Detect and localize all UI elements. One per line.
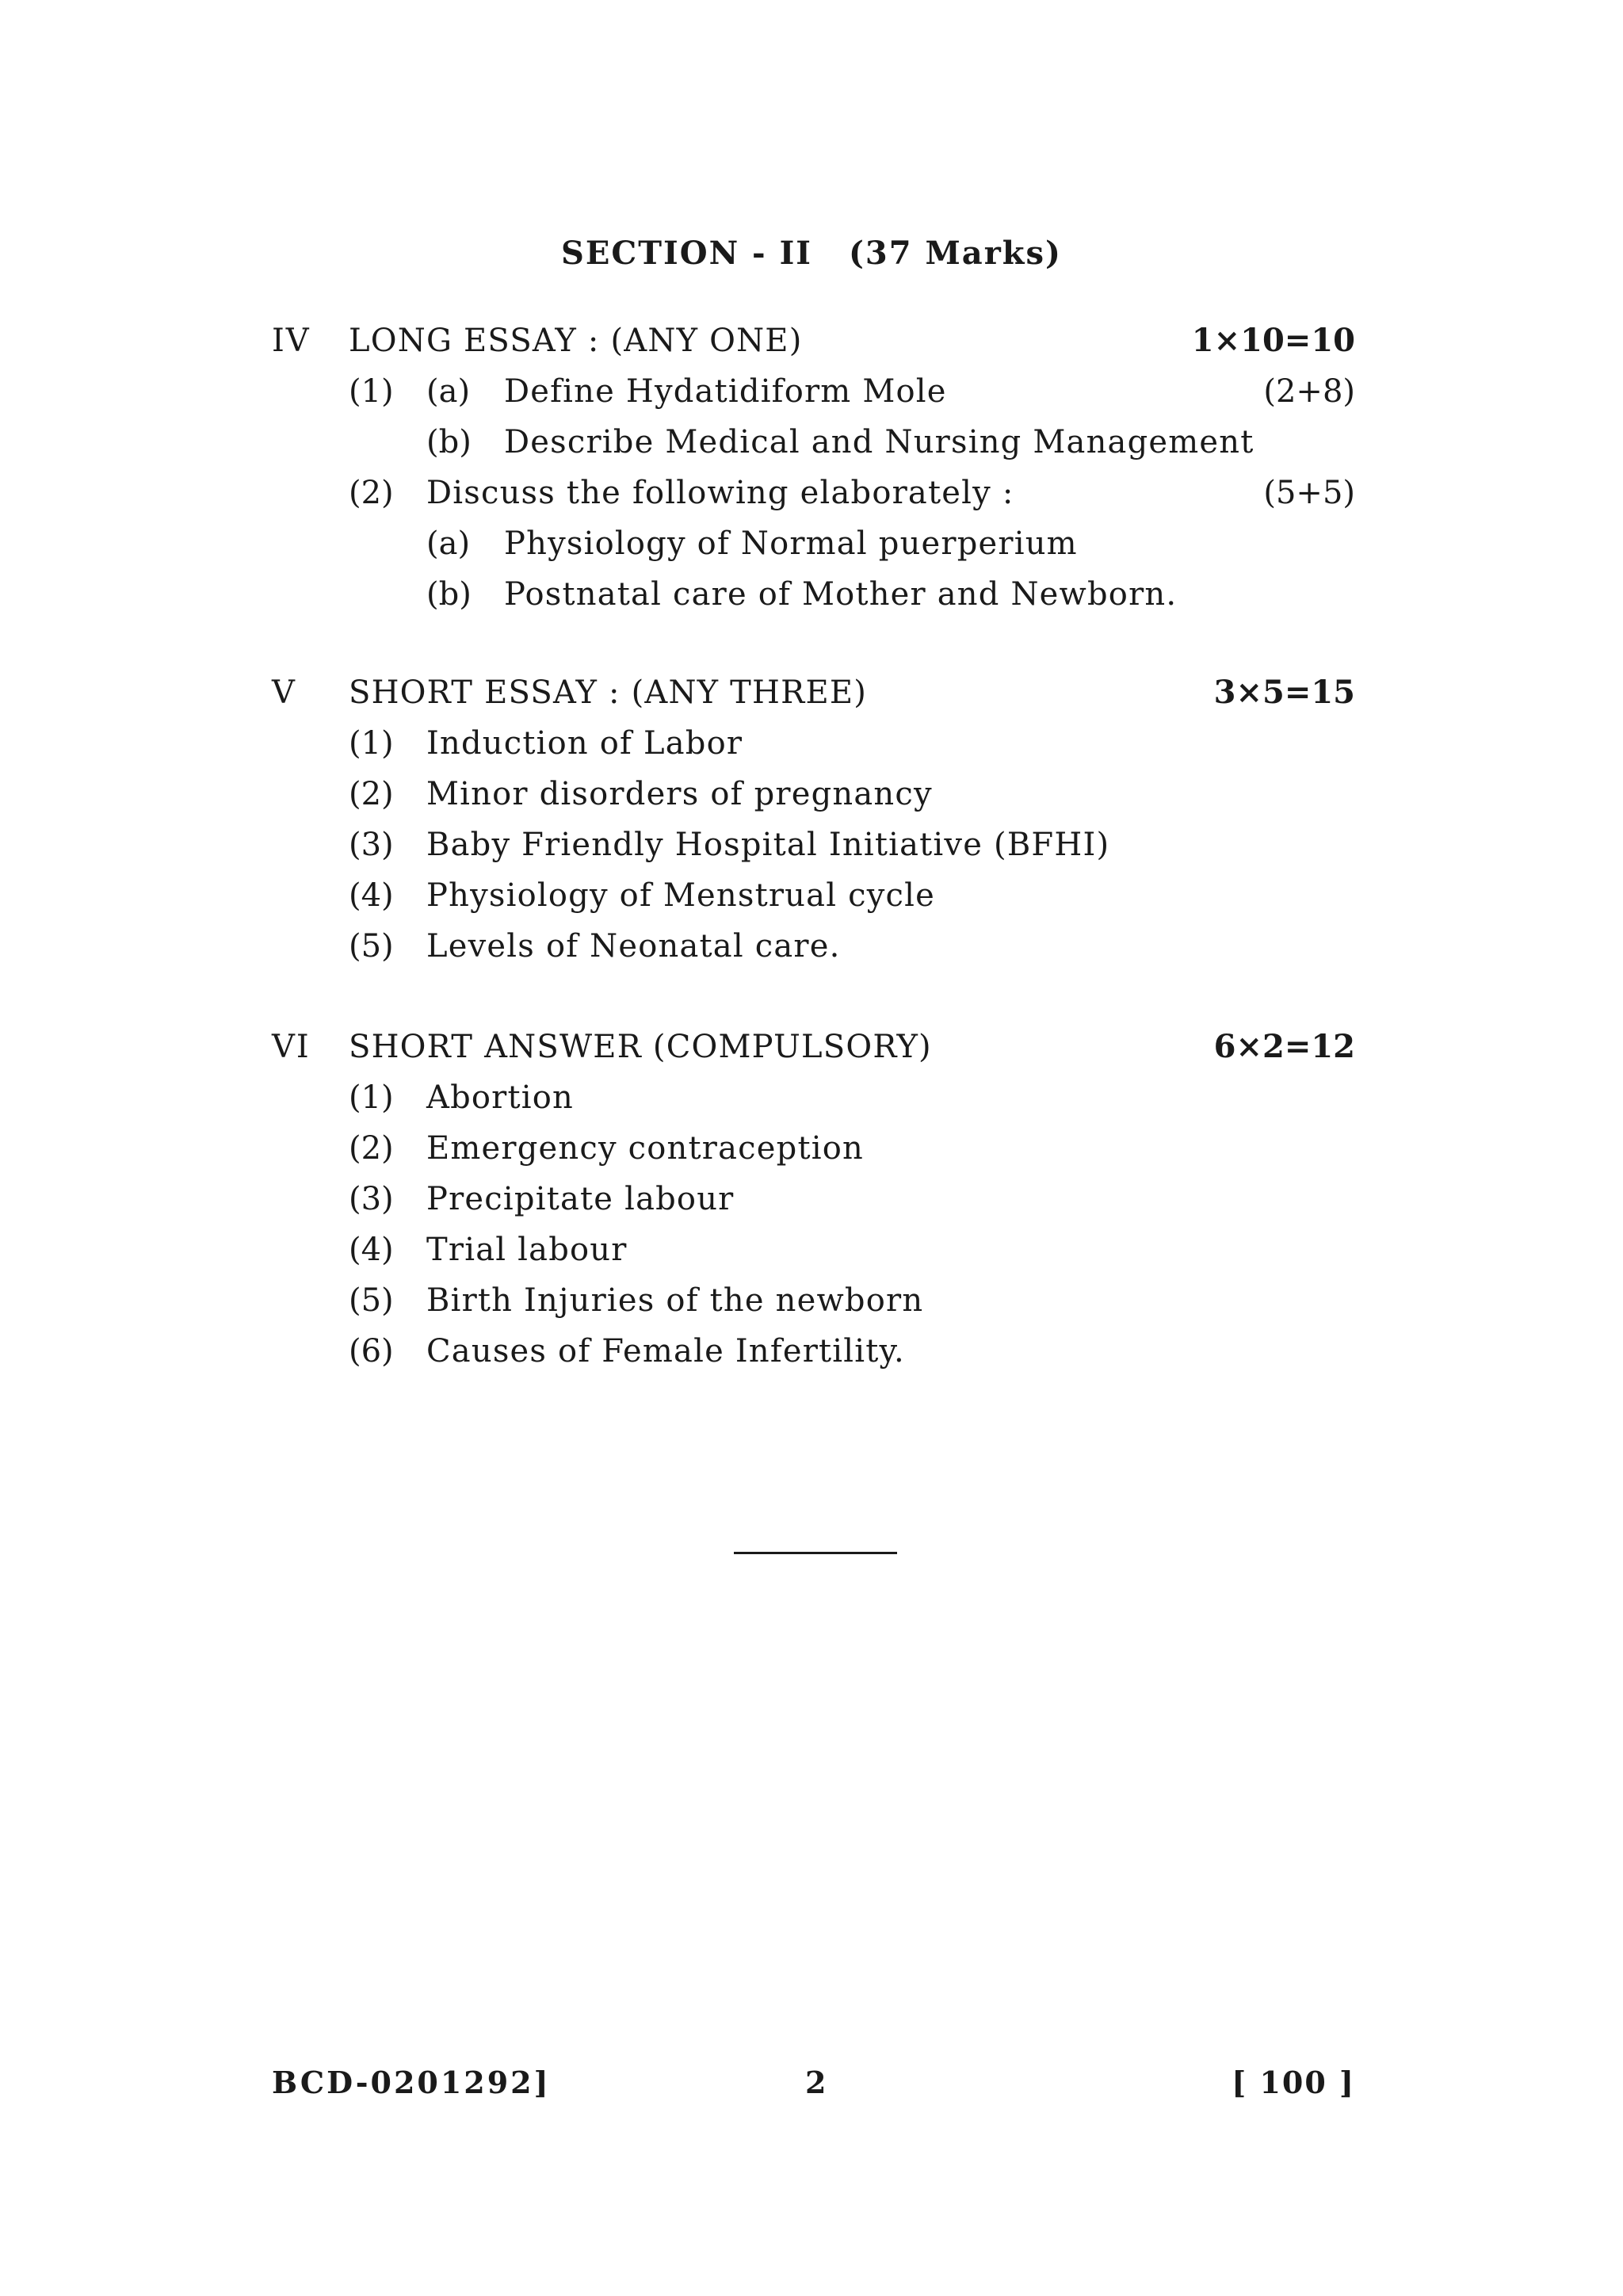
item-text: Describe Medical and Nursing Management (504, 424, 1254, 460)
item-marks-split: (5+5) (1263, 475, 1355, 511)
item-number: (2) (349, 475, 394, 511)
item-text: Induction of Labor (426, 725, 743, 762)
question-item (0, 721, 1623, 766)
question-item (0, 572, 1623, 617)
paper-code: BCD-0201292] (272, 2065, 551, 2100)
question-iv-header (0, 319, 1623, 363)
question-marks: 6×2=12 (1213, 1028, 1355, 1065)
item-number: (3) (349, 1181, 394, 1217)
question-item (0, 873, 1623, 918)
question-item (0, 772, 1623, 816)
item-number: (4) (349, 1232, 394, 1268)
item-text: Trial labour (426, 1232, 628, 1268)
question-item (0, 1126, 1623, 1171)
item-number: (5) (349, 1282, 394, 1319)
item-number: (1) (349, 1079, 394, 1116)
item-sub-label: (a) (426, 373, 471, 410)
item-sub-label: (a) (426, 525, 471, 562)
section-marks: (37 Marks) (849, 235, 1062, 272)
item-number: (5) (349, 928, 394, 965)
question-v-header (0, 670, 1623, 715)
question-number: V (272, 674, 296, 711)
item-number: (3) (349, 827, 394, 863)
item-number: (1) (349, 725, 394, 762)
item-text: Physiology of Normal puerperium (504, 525, 1078, 562)
end-divider (734, 1552, 897, 1554)
item-text: Postnatal care of Mother and Newborn. (504, 576, 1178, 613)
question-item (0, 1228, 1623, 1272)
question-heading: SHORT ESSAY : (ANY THREE) (349, 674, 868, 711)
item-number: (4) (349, 877, 394, 914)
question-number: IV (272, 323, 311, 359)
item-text: Birth Injuries of the newborn (426, 1282, 924, 1319)
section-title-label: SECTION - II (561, 235, 812, 272)
section-title (0, 235, 1623, 272)
print-count: [ 100 ] (1232, 2065, 1355, 2100)
item-text: Levels of Neonatal care. (426, 928, 841, 965)
question-number: VI (272, 1029, 311, 1065)
question-marks: 1×10=10 (1191, 322, 1355, 359)
item-number: (2) (349, 1130, 394, 1167)
question-item (0, 471, 1623, 515)
item-text: Physiology of Menstrual cycle (426, 877, 935, 914)
item-text: Minor disorders of pregnancy (426, 776, 933, 812)
page-footer (0, 2061, 1623, 2105)
question-item (0, 924, 1623, 968)
question-vi-header (0, 1025, 1623, 1069)
item-marks-split: (2+8) (1263, 373, 1355, 410)
question-item (0, 823, 1623, 867)
question-item (0, 420, 1623, 464)
question-item (0, 1278, 1623, 1323)
item-text: Define Hydatidiform Mole (504, 373, 947, 410)
question-marks: 3×5=15 (1213, 674, 1355, 711)
question-heading: SHORT ANSWER (COMPULSORY) (349, 1029, 932, 1065)
question-heading: LONG ESSAY : (ANY ONE) (349, 323, 803, 359)
question-item (0, 521, 1623, 566)
question-item (0, 1329, 1623, 1373)
item-text: Abortion (426, 1079, 575, 1116)
item-text: Discuss the following elaborately : (426, 475, 1014, 511)
item-text: Precipitate labour (426, 1181, 735, 1217)
item-number: (1) (349, 373, 394, 410)
item-number: (6) (349, 1333, 394, 1370)
item-sub-label: (b) (426, 424, 472, 460)
page-number: 2 (805, 2065, 827, 2100)
question-item (0, 369, 1623, 414)
item-text: Causes of Female Infertility. (426, 1333, 905, 1370)
item-number: (2) (349, 776, 394, 812)
question-item (0, 1177, 1623, 1221)
item-text: Emergency contraception (426, 1130, 864, 1167)
question-item (0, 1075, 1623, 1120)
item-text: Baby Friendly Hospital Initiative (BFHI) (426, 827, 1110, 863)
item-sub-label: (b) (426, 576, 472, 613)
